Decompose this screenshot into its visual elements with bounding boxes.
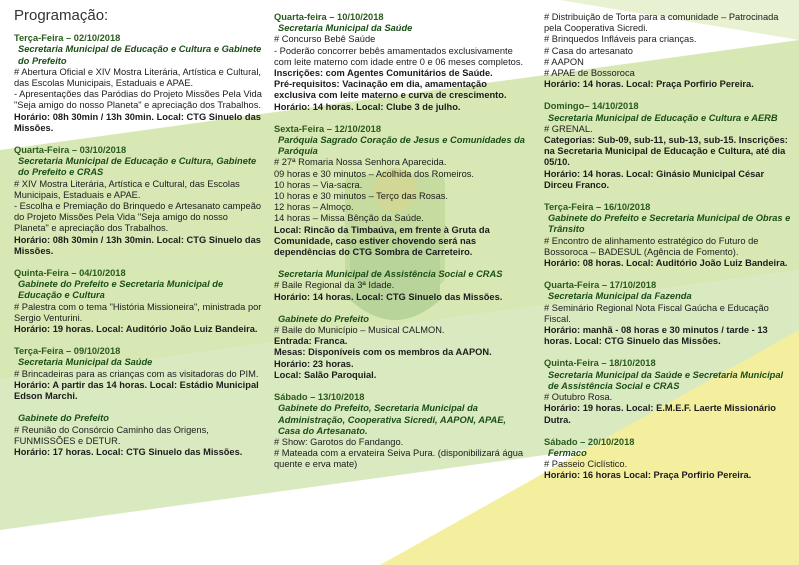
event-organizer: Secretaria Municipal de Educação e Cultura e Gabinete do Prefeito	[18, 44, 262, 66]
column-1	[14, 0, 262, 469]
event-line: Inscrições: com Agentes Comunitários de Saúde.	[274, 68, 493, 79]
event-line: # Mateada com a ervateira Seiva Pura. (disponibilizará água quente e erva mate)	[274, 448, 524, 470]
event-block	[274, 269, 529, 303]
event-block	[14, 346, 262, 402]
event-date: Quinta-Feira – 04/10/2018	[14, 268, 126, 279]
event-date: Domingo– 14/10/2018	[544, 101, 639, 112]
event-line: # Palestra com o tema "História Missioneira", ministrada por Sergio Venturini.	[14, 301, 262, 323]
event-block	[544, 202, 792, 269]
event-organizer: Secretaria Municipal da Saúde	[278, 23, 413, 34]
event-schedule: Horário: 17 horas. Local: CTG Sinuelo das Missões.	[14, 446, 243, 457]
event-block	[544, 280, 792, 347]
event-schedule: Horário: 19 horas. Local: E.M.E.F. Laerte Missionário Dutra.	[544, 403, 776, 425]
event-line: # Abertura Oficial e XIV Mostra Literária, Artística e Cultural, das Escolas Municipais, Estaduais e APAE.	[14, 66, 261, 89]
event-line: - Apresentações das Paródias do Projeto Missões Pela Vida "Seja amigo do nosso Planeta" e apreciação dos Trabalhos.	[14, 89, 262, 111]
event-block	[544, 101, 792, 191]
event-organizer: Gabinete do Prefeito	[18, 413, 109, 424]
event-line: # 27ª Romaria Nossa Senhora Aparecida.	[274, 157, 447, 168]
event-schedule: Horário: 14 horas. Local: Praça Porfirio Pereira.	[544, 79, 754, 90]
event-organizer: Secretaria Municipal da Saúde e Secretaria Municipal de Assistência Social e CRAS	[548, 369, 784, 391]
event-organizer: Secretaria Municipal da Fazenda	[548, 291, 692, 302]
event-line: 12 horas – Almoço.	[274, 202, 354, 213]
event-line: Local: Rincão da Timbaúva, em frente à Gruta da Comunidade, caso estiver chovendo será nas dependências do CTG Sombra de Carreteiro.	[274, 224, 490, 258]
event-line: # AAPON	[544, 56, 584, 67]
event-schedule: Horário: 08h 30min / 13h 30min. Local: CTG Sinuelo das Missões.	[14, 234, 261, 256]
event-date: Sábado – 13/10/2018	[274, 392, 365, 403]
event-organizer: Secretaria Municipal de Assistência Social e CRAS	[278, 269, 503, 280]
event-line: # GRENAL.	[544, 123, 593, 134]
event-line: 10 horas e 30 minutos – Terço das Rosas.	[274, 191, 448, 202]
event-date: Terça-Feira – 16/10/2018	[544, 202, 651, 213]
event-date: Quarta-feira – 10/10/2018	[274, 12, 384, 22]
event-block	[274, 12, 529, 113]
event-line: # Show: Garotos do Fandango.	[274, 436, 404, 447]
event-block	[14, 268, 262, 335]
event-date: Quinta-Feira – 18/10/2018	[544, 358, 656, 369]
event-schedule: Horário: A partir das 14 horas. Local: Estádio Municipal Edson Marchi.	[14, 379, 259, 402]
event-date: Sábado – 20/10/2018	[544, 436, 635, 447]
event-schedule: Horário: 08 horas. Local: Auditório João Luiz Bandeira.	[544, 258, 788, 269]
event-organizer: Gabinete do Prefeito e Secretaria Municipal de Educação e Cultura	[18, 279, 224, 301]
event-organizer: Fermaco	[548, 447, 587, 458]
event-block	[544, 358, 792, 425]
event-date: Quarta-Feira – 17/10/2018	[544, 280, 657, 291]
column-3	[544, 12, 792, 493]
event-line: Categorias: Sub-09, sub-11, sub-13, sub-15. Inscrições: na Secretaria Municipal de Educação e Cultura, até dia 05/10.	[544, 135, 788, 168]
page-title: Programação:	[14, 7, 109, 24]
event-organizer: Secretaria Municipal da Saúde	[18, 357, 153, 368]
event-schedule: Horário: 08h 30min / 13h 30min. Local: CTG Sinuelo das Missões.	[14, 111, 261, 133]
event-block	[544, 437, 792, 482]
event-date: Terça-Feira – 02/10/2018	[14, 33, 121, 44]
event-line: Entrada: Franca.	[274, 336, 348, 347]
event-line: # Brinquedos Infláveis para crianças.	[544, 34, 697, 45]
event-line: # Baile Regional da 3ª Idade.	[274, 280, 395, 291]
event-line: # Concurso Bebê Saúde	[274, 34, 376, 45]
event-schedule: Horário: 19 horas. Local: Auditório João Luiz Bandeira.	[14, 324, 258, 335]
event-line: 09 horas e 30 minutos – Acolhida dos Romeiros.	[274, 168, 474, 179]
event-block	[14, 33, 262, 134]
event-date: Sexta-Feira – 12/10/2018	[274, 123, 381, 134]
event-line: Horário: 23 horas.	[274, 358, 354, 369]
event-organizer: Gabinete do Prefeito e Secretaria Municipal de Obras e Trânsito	[548, 213, 791, 235]
event-schedule: Horário: manhã - 08 horas e 30 minutos / tarde - 13 horas. Local: CTG Sinuelo das Missões.	[544, 325, 768, 347]
event-line: # Outubro Rosa.	[544, 392, 613, 403]
event-line: # Distribuição de Torta para a comunidade – Patrocinada pela Cooperativa Sicredi.	[544, 12, 779, 34]
event-block	[14, 413, 262, 458]
event-schedule: Horário: 14 horas. Local: Clube 3 de julho.	[274, 101, 461, 112]
event-block	[14, 145, 262, 257]
event-block	[274, 124, 529, 258]
event-line: Local: Salão Paroquial.	[274, 369, 377, 380]
event-line: # XIV Mostra Literária, Artística e Cultural, das Escolas Municipais, Estaduais e APAE.	[14, 178, 240, 200]
event-organizer: Secretaria Municipal de Educação e Cultura, Gabinete do Prefeito e CRAS	[18, 156, 257, 178]
event-line: # Casa do artesanato	[544, 45, 633, 56]
event-schedule: Horário: 14 horas. Local: CTG Sinuelo das Missões.	[274, 291, 503, 302]
event-line: # Passeio Ciclístico.	[544, 459, 628, 470]
event-line: 10 horas – Via-sacra.	[274, 179, 363, 190]
event-line: # Brincadeiras para as crianças com as visitadoras do PIM.	[14, 368, 259, 379]
event-block	[274, 392, 529, 470]
column-2	[274, 12, 529, 482]
event-date: Terça-Feira – 09/10/2018	[14, 346, 121, 357]
event-organizer: Gabinete do Prefeito	[278, 313, 369, 324]
event-schedule: Horário: 16 horas Local: Praça Porfirio Pereira.	[544, 470, 752, 481]
event-organizer: Paróquia Sagrado Coração de Jesus e Comunidades da Paróquia	[278, 135, 525, 157]
event-line: # APAE de Bossoroca	[544, 68, 635, 79]
event-line: 14 horas – Missa Bênção da Saúde.	[274, 213, 424, 224]
event-line: Pré-requisitos: Vacinação em dia, amamentação exclusiva com leite materno e curva de crescimento.	[274, 79, 507, 101]
event-block	[274, 314, 529, 381]
event-line: # Baile do Município – Musical CALMON.	[274, 325, 445, 336]
event-line: - Poderão concorrer bebês amamentados exclusivamente com leite materno com idade entre 0 e 06 meses completos.	[274, 45, 524, 67]
event-line: # Encontro de alinhamento estratégico do Futuro de Bossoroca – BADESUL (Agência de Fomento).	[544, 235, 759, 257]
event-block	[544, 12, 792, 90]
event-date: Quarta-Feira – 03/10/2018	[14, 145, 127, 156]
event-line: - Escolha e Premiação do Brinquedo e Artesanato campeão do Projeto Missões Pela Vida "Seja amigo do nosso Planeta" e apreciação dos Trabalhos.	[14, 201, 262, 234]
event-schedule: Horário: 14 horas. Local: Ginásio Municipal César Dirceu Franco.	[544, 168, 765, 190]
event-organizer: Secretaria Municipal de Educação e Cultura e AERB	[548, 112, 778, 123]
event-line: Mesas: Disponíveis com os membros da AAPON.	[274, 347, 492, 358]
event-organizer: Gabinete do Prefeito, Secretaria Municipal da Administração, Cooperativa Sicredi, AAPON, APAE, Casa do Artesanato.	[278, 403, 507, 436]
event-line: # Seminário Regional Nota Fiscal Gaúcha e Educação Fiscal.	[544, 302, 769, 324]
event-line: # Reunião do Consórcio Caminho das Origens, FUNMISSÕES e DETUR.	[14, 424, 209, 446]
